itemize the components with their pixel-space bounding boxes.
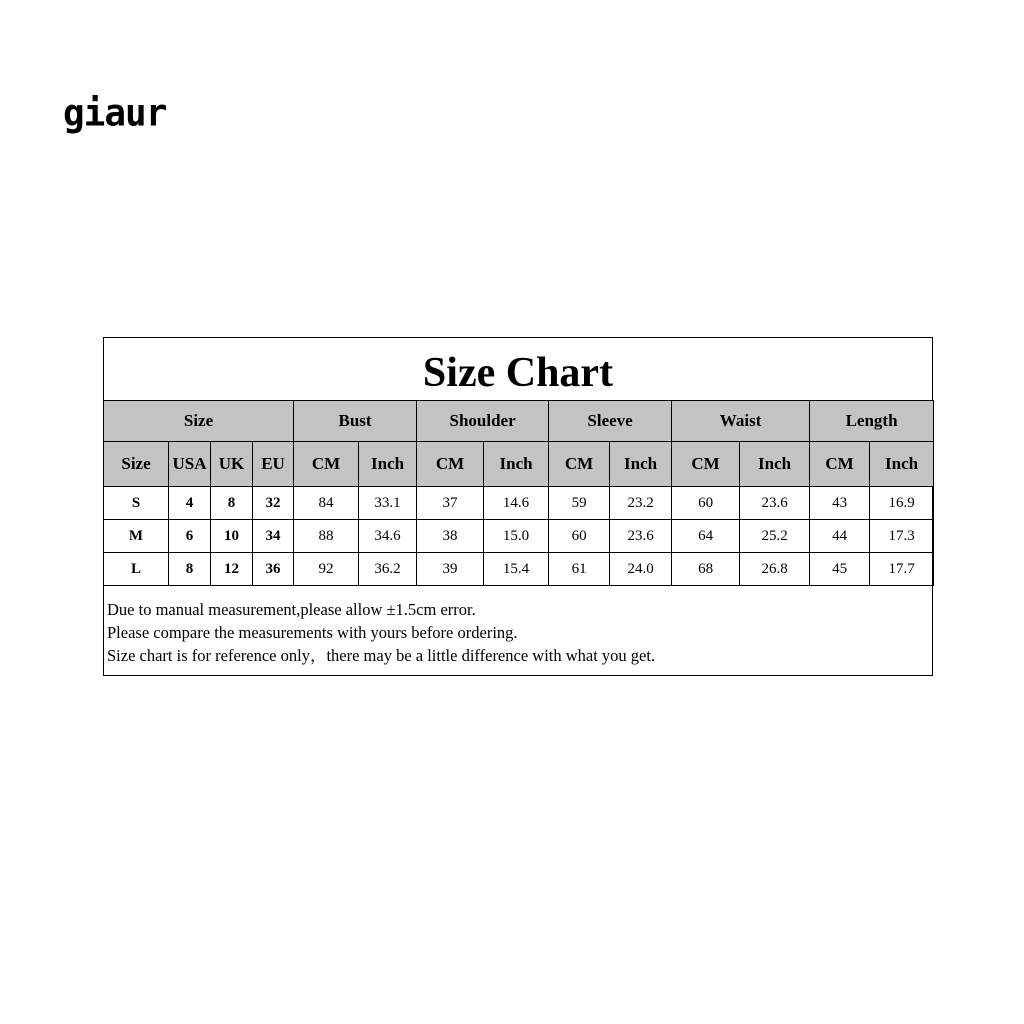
- sub-header-row: [104, 442, 934, 487]
- sub-header-cell: Inch: [870, 442, 934, 487]
- size-chart-title: Size Chart: [422, 350, 614, 396]
- table-cell: 43: [810, 487, 870, 520]
- group-header-sleeve: Sleeve: [549, 401, 672, 442]
- sub-header-cell: CM: [810, 442, 870, 487]
- table-cell: M: [104, 520, 169, 553]
- table-cell: 33.1: [359, 487, 417, 520]
- table-cell: 61: [549, 553, 610, 586]
- table-cell: 32: [253, 487, 294, 520]
- group-header-row: [104, 401, 934, 442]
- table-cell: 37: [417, 487, 484, 520]
- table-cell: 25.2: [740, 520, 810, 553]
- table-cell: 26.8: [740, 553, 810, 586]
- table-cell: 68: [672, 553, 740, 586]
- table-cell: 84: [294, 487, 359, 520]
- sub-header-cell: Inch: [484, 442, 549, 487]
- table-cell: 34.6: [359, 520, 417, 553]
- table-cell: 14.6: [484, 487, 549, 520]
- brand-logo: giaur: [63, 91, 167, 135]
- note-line: Due to manual measurement,please allow ±1.5cm error.: [107, 600, 476, 619]
- table-cell: 45: [810, 553, 870, 586]
- table-cell: 44: [810, 520, 870, 553]
- table-cell: 59: [549, 487, 610, 520]
- table-cell: L: [104, 553, 169, 586]
- table-row: [104, 553, 934, 586]
- table-cell: 23.6: [740, 487, 810, 520]
- table-cell: 15.0: [484, 520, 549, 553]
- sub-header-cell: Inch: [359, 442, 417, 487]
- table-cell: 34: [253, 520, 294, 553]
- sub-header-cell: EU: [253, 442, 294, 487]
- table-cell: 36.2: [359, 553, 417, 586]
- table-cell: 23.6: [610, 520, 672, 553]
- table-cell: 10: [211, 520, 253, 553]
- table-cell: 60: [672, 487, 740, 520]
- table-cell: 15.4: [484, 553, 549, 586]
- table-cell: 24.0: [610, 553, 672, 586]
- table-cell: 88: [294, 520, 359, 553]
- sub-header-cell: CM: [294, 442, 359, 487]
- group-header-length: Length: [810, 401, 934, 442]
- sub-header-cell: CM: [549, 442, 610, 487]
- group-header-size: Size: [104, 401, 294, 442]
- sub-header-cell: USA: [169, 442, 211, 487]
- table-cell: 17.3: [870, 520, 934, 553]
- note-line: Please compare the measurements with yours before ordering.: [107, 623, 518, 642]
- table-cell: 8: [211, 487, 253, 520]
- table-cell: 60: [549, 520, 610, 553]
- sub-header-cell: Inch: [610, 442, 672, 487]
- sub-header-cell: Size: [104, 442, 169, 487]
- size-chart: [103, 337, 933, 676]
- size-table: [103, 400, 934, 586]
- table-cell: 17.7: [870, 553, 934, 586]
- table-row: [104, 487, 934, 520]
- table-cell: 6: [169, 520, 211, 553]
- sub-header-cell: UK: [211, 442, 253, 487]
- group-header-shoulder: Shoulder: [417, 401, 549, 442]
- table-cell: 12: [211, 553, 253, 586]
- table-cell: 38: [417, 520, 484, 553]
- group-header-waist: Waist: [672, 401, 810, 442]
- table-cell: 64: [672, 520, 740, 553]
- table-cell: 16.9: [870, 487, 934, 520]
- table-row: [104, 520, 934, 553]
- table-cell: 92: [294, 553, 359, 586]
- table-cell: 39: [417, 553, 484, 586]
- table-cell: 36: [253, 553, 294, 586]
- sub-header-cell: Inch: [740, 442, 810, 487]
- table-cell: 23.2: [610, 487, 672, 520]
- size-chart-notes: [104, 586, 932, 667]
- group-header-bust: Bust: [294, 401, 417, 442]
- table-cell: 4: [169, 487, 211, 520]
- table-cell: S: [104, 487, 169, 520]
- sub-header-cell: CM: [417, 442, 484, 487]
- sub-header-cell: CM: [672, 442, 740, 487]
- table-cell: 8: [169, 553, 211, 586]
- note-line: Size chart is for reference only，there may be a little difference with what you get.: [107, 646, 656, 665]
